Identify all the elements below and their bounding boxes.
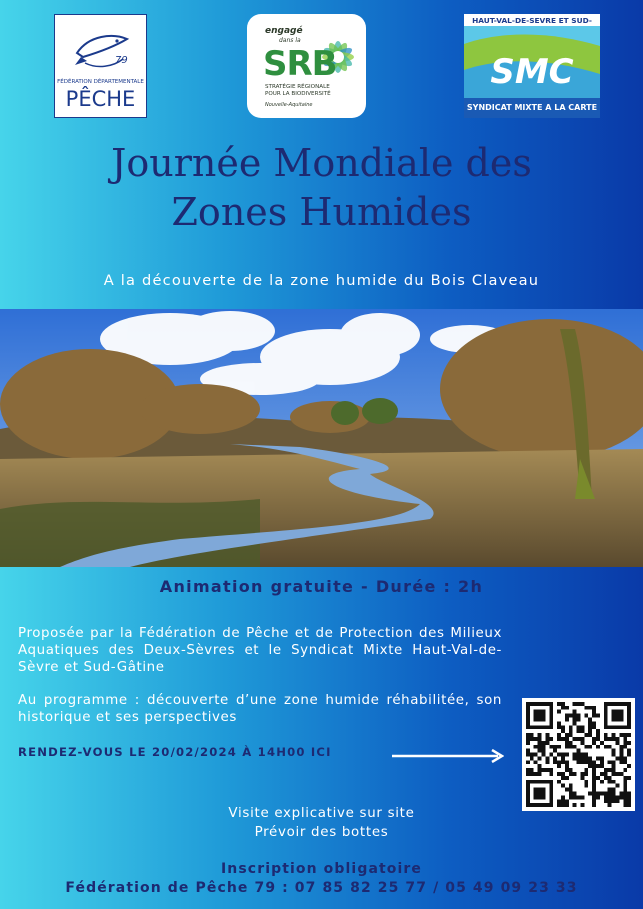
logo-smc-text: SMC bbox=[490, 52, 574, 92]
visit-line-1: Visite explicative sur site bbox=[228, 806, 415, 821]
logo-srb-text: SRB bbox=[263, 44, 337, 84]
logo-peche-text: PÊCHE bbox=[65, 87, 136, 111]
rendezvous-text: RENDEZ-VOUS LE 20/02/2024 À 14H00 ICI bbox=[18, 745, 332, 759]
arrow-right-icon bbox=[392, 749, 504, 763]
title-line-2: Zones Humides bbox=[171, 190, 472, 234]
srb-logo bbox=[247, 14, 366, 118]
logo-smc-bottom-text: SYNDICAT MIXTE A LA CARTE bbox=[464, 98, 600, 118]
smc-logo bbox=[464, 14, 600, 118]
visit-info bbox=[0, 804, 643, 842]
federation-peche-logo bbox=[54, 14, 147, 118]
page-title bbox=[0, 139, 643, 237]
wetland-photo bbox=[0, 309, 643, 567]
visit-line-2: Prévoir des bottes bbox=[254, 825, 389, 840]
logo-number: 79 bbox=[115, 55, 128, 66]
logo-strategy-text: STRATÉGIE RÉGIONALE POUR LA BIODIVERSITÉ bbox=[265, 84, 331, 97]
subtitle: A la découverte de la zone humide du Bois Claveau bbox=[103, 272, 540, 289]
animation-heading: Animation gratuite - Durée : 2h bbox=[159, 577, 484, 596]
qr-code[interactable] bbox=[522, 698, 635, 811]
title-line-1: Journée Mondiale des bbox=[111, 141, 532, 185]
logo-smc-top-text: HAUT-VAL-DE-SEVRE ET SUD- bbox=[472, 16, 592, 25]
registration-info bbox=[0, 860, 643, 898]
logo-engage-text: engagé bbox=[265, 26, 303, 36]
registration-phone-line[interactable]: Fédération de Pêche 79 : 07 85 82 25 77 / 05 49 09 23 33 bbox=[65, 880, 578, 896]
registration-line-1: Inscription obligatoire bbox=[221, 861, 422, 877]
organizer-paragraph: Proposée par la Fédération de Pêche et de Protection des Milieux Aquatiques des Deux-Sèvres et le Syndicat Mixte Haut-Val-de-Sèvre et Sud-Gâtine bbox=[18, 626, 502, 675]
logo-federation-text: FÉDÉRATION DÉPARTEMENTALE bbox=[57, 79, 144, 85]
logo-region-text: Nouvelle-Aquitaine bbox=[265, 102, 313, 108]
program-paragraph: Au programme : découverte d’une zone humide réhabilitée, son historique et ses perspectives bbox=[18, 693, 502, 725]
logo-dans-text: dans la bbox=[279, 37, 301, 44]
